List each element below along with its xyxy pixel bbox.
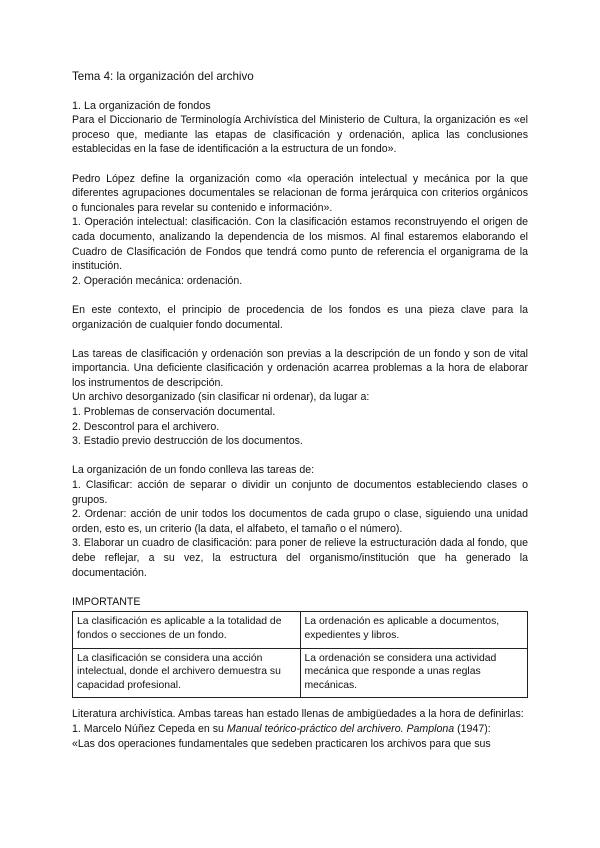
table-row <box>73 612 528 648</box>
section-heading: 1. La organización de fondos <box>72 99 211 112</box>
paragraph: La organización de un fondo conlleva las tareas de: <box>72 464 315 477</box>
list-item: 1. Problemas de conservación documental. <box>72 406 276 419</box>
comparison-table <box>72 611 528 698</box>
list-item: 3. Elaborar un cuadro de clasificación: para poner de relieve la estructuración dada al fondo, que debe reflejar, a su vez, la estructura del organismo/institución que ha generado la documentación. <box>72 537 528 579</box>
table-cell: La clasificación es aplicable a la totalidad de fondos o secciones de un fondo. <box>73 612 301 648</box>
document-body <box>72 70 528 751</box>
list-item: 3. Estadio previo destrucción de los documentos. <box>72 435 303 448</box>
list-item: 1. Clasificar: acción de separar o dividir un conjunto de documentos estableciendo clases o grupos. <box>72 479 528 506</box>
paragraph: Literatura archivística. Ambas tareas han estado llenas de ambigüedades a la hora de definirlas: <box>72 708 524 721</box>
paragraph: Pedro López define la organización como «la operación intelectual y mecánica por la que diferentes agrupaciones documentales se relacionan de forma jerárquica con criterios orgánicos o funcionales para revelar su contenido e información». <box>72 172 528 214</box>
paragraph: Un archivo desorganizado (sin clasificar ni ordenar), da lugar a: <box>72 391 370 404</box>
list-item: 1. Operación intelectual: clasificación. Con la clasificación estamos reconstruyendo el origen de cada documento, analizando la dependencia de los mismos. Al final estaremos elaborando el Cuadro de Clasificación de Fondos que tendrá como punto de referencia el organigrama de la institución. <box>72 216 528 273</box>
list-item: 2. Descontrol para el archivero. <box>72 420 220 433</box>
citation-prefix: 1. Marcelo Núñez Cepeda en su <box>72 722 227 735</box>
table-row <box>73 648 528 698</box>
citation-title: Manual teórico-práctico del archivero. Pamplona <box>226 722 455 735</box>
paragraph: En este contexto, el principio de procedencia de los fondos es una pieza clave para la organización de cualquier fondo documental. <box>72 303 528 331</box>
important-label: IMPORTANTE <box>72 595 141 608</box>
citation-suffix: (1947): <box>454 722 491 735</box>
table-cell: La ordenación es aplicable a documentos, expedientes y libros. <box>300 612 528 648</box>
table-cell: La clasificación se considera una acción intelectual, donde el archivero demuestra su capacidad profesional. <box>73 648 301 698</box>
list-item: 2. Ordenar: acción de unir todos los documentos de cada grupo o clase, siguiendo una unidad orden, esto es, un criterio (la data, el alfabeto, el tamaño o el número). <box>72 508 528 535</box>
page-title: Tema 4: la organización del archivo <box>72 70 254 83</box>
list-item: 2. Operación mecánica: ordenación. <box>72 274 243 287</box>
paragraph: Para el Diccionario de Terminología Archivística del Ministerio de Cultura, la organización es «el proceso que, mediante las etapas de clasificación y ordenación, aplica las conclusiones establecidas en la fase de identificación a la estructura de un fondo». <box>72 114 528 156</box>
table-cell: La ordenación se considera una actividad mecánica que responde a unas reglas mecánicas. <box>300 648 528 698</box>
paragraph: Las tareas de clasificación y ordenación son previas a la descripción de un fondo y son de vital importancia. Una deficiente clasificación y ordenación acarrea problemas a la hora de elaborar los instrumentos de descripción. <box>72 347 528 389</box>
citation <box>72 722 528 737</box>
quote: «Las dos operaciones fundamentales que sedeben practicaren los archivos para que sus <box>72 737 491 750</box>
